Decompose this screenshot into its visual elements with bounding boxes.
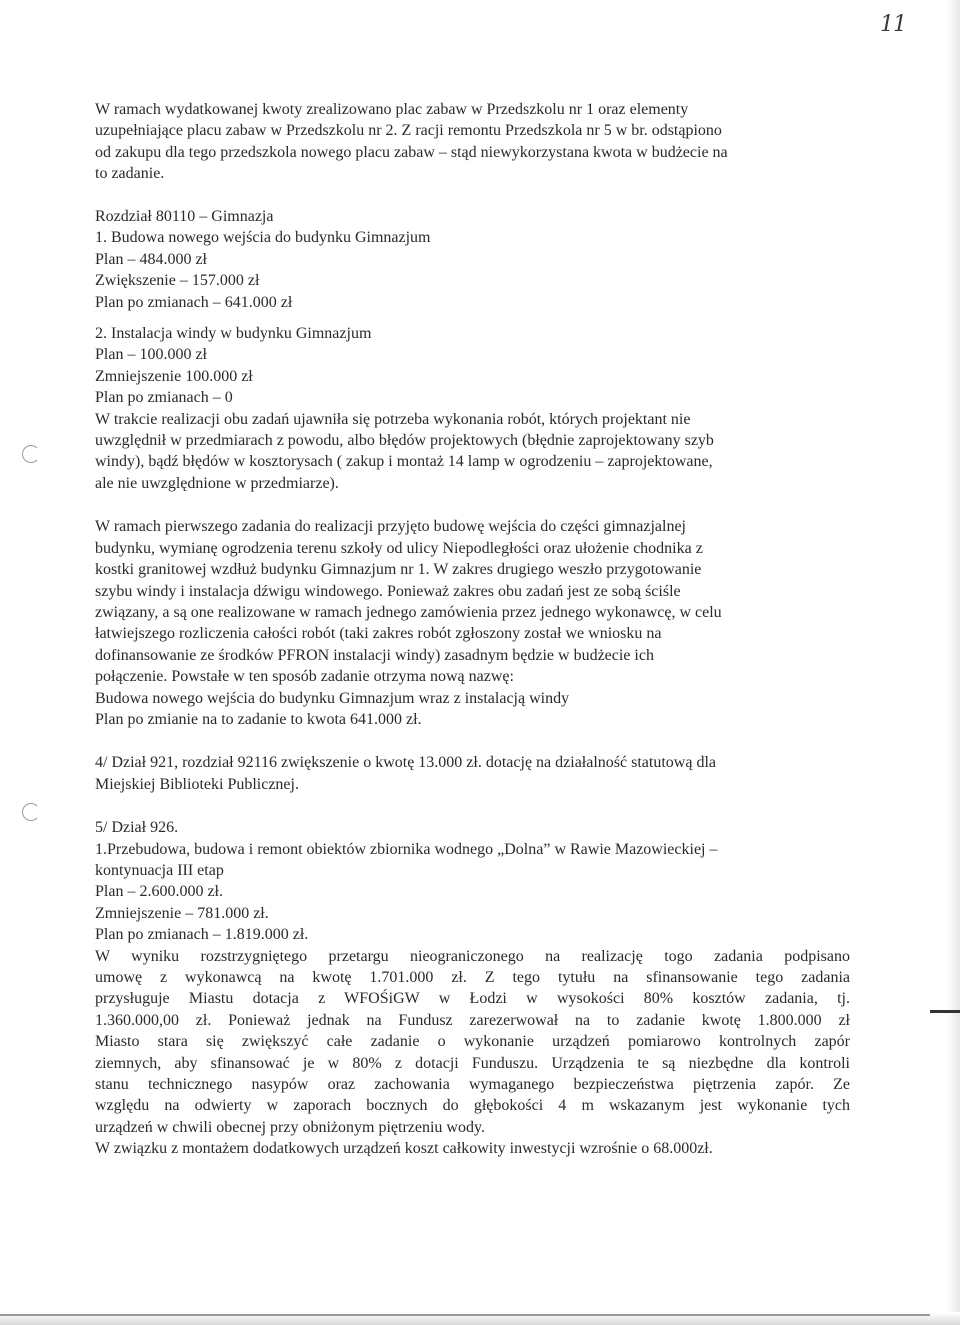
task-title: 1. Budowa nowego wejścia do budynku Gimnazjum bbox=[95, 229, 431, 247]
text-line: W ramach pierwszego zadania do realizacji przyjęto budowę wejścia do części gimnazjalnej bbox=[95, 518, 686, 536]
text-line: W ramach wydatkowanej kwoty zrealizowano plac zabaw w Przedszkolu nr 1 oraz elementy bbox=[95, 101, 689, 118]
plan-value: Plan – 100.000 zł bbox=[95, 346, 207, 364]
task-title: 1.Przebudowa, budowa i remont obiektów zbiornika wodnego „Dolna” w Rawie Mazowieckiej – bbox=[95, 840, 718, 858]
text-line: Miasto stara się zwiększyć całe zadanie o wykonanie urządzeń pomiarowo kontrolnych zapór bbox=[95, 1033, 850, 1051]
text-line: windy), bądź błędów w kosztorysach ( zakup i montaż 14 lamp w ogrodzeniu – zaprojektowane, bbox=[95, 453, 713, 471]
page-number: 11 bbox=[880, 12, 906, 37]
section-gimnazja-task-2 bbox=[95, 323, 850, 494]
punch-hole-mark bbox=[22, 803, 40, 821]
text-line: stanu technicznego nasypów oraz zachowania wymaganego bezpieczeństwa piętrzenia zapór. Ze bbox=[95, 1076, 850, 1094]
text-line: uwzględnił w przedmiarach z powodu, albo błędów projektowych (błędnie zaprojektowany szyb bbox=[95, 432, 714, 450]
text-line: łatwiejszego rozliczenia całości robót (taki zakres robót zgłoszony został we wniosku na bbox=[95, 625, 662, 643]
text-line: urządzeń w chwili obecnej przy obniżonym piętrzeniu wody. bbox=[95, 1118, 485, 1136]
section-gimnazja-task-1 bbox=[95, 206, 850, 313]
text-line: Miejskiej Biblioteki Publicznej. bbox=[95, 775, 299, 793]
spacer bbox=[95, 730, 850, 752]
section-dzial-921 bbox=[95, 752, 850, 795]
text-line: związany, a są one realizowane w ramach jednego zamówienia przez jednego wykonawcę, w celu bbox=[95, 603, 722, 621]
decrease-value: Zmniejszenie – 781.000 zł. bbox=[95, 904, 269, 922]
paragraph-pierwsze-zadanie bbox=[95, 516, 850, 730]
spacer bbox=[95, 795, 850, 817]
task-title-continuation: kontynuacja III etap bbox=[95, 861, 224, 879]
section-dzial-926 bbox=[95, 817, 850, 945]
punch-hole-mark bbox=[22, 445, 40, 463]
new-task-name: Budowa nowego wejścia do budynku Gimnazjum wraz z instalacją windy bbox=[95, 689, 570, 707]
text-line: względu na odwierty w zaporach bocznych do głębokości 4 m wskazanym jest wykonanie tych bbox=[95, 1097, 850, 1115]
scan-margin-mark bbox=[930, 1010, 960, 1013]
spacer bbox=[95, 313, 850, 323]
text-line: budynku, wymianę ogrodzenia terenu szkoły od ulicy Niepodległości oraz ułożenie chodnika z bbox=[95, 539, 703, 557]
text-line: W trakcie realizacji obu zadań ujawniła się potrzeba wykonania robót, których projektant nie bbox=[95, 410, 691, 428]
plan-after-change: Plan po zmianach – 641.000 zł bbox=[95, 293, 293, 311]
text-line: 4/ Dział 921, rozdział 92116 zwiększenie o kwotę 13.000 zł. dotację na działalność statutową dla bbox=[95, 754, 716, 772]
scan-right-edge bbox=[946, 0, 960, 1325]
text-line: uzupełniające placu zabaw w Przedszkolu nr 2. Z racji remontu Przedszkola nr 5 w br. odstąpiono bbox=[95, 122, 722, 140]
plan-after-change: Plan po zmianach – 0 bbox=[95, 389, 233, 407]
spacer bbox=[95, 185, 850, 206]
document-body bbox=[95, 99, 850, 1160]
plan-after-change: Plan po zmianie na to zadanie to kwota 641.000 zł. bbox=[95, 710, 422, 728]
plan-value: Plan – 2.600.000 zł. bbox=[95, 883, 223, 901]
decrease-value: Zmniejszenie 100.000 zł bbox=[95, 367, 253, 385]
text-line: od zakupu dla tego przedszkola nowego placu zabaw – stąd niewykorzystana kwota w budżecie na bbox=[95, 143, 728, 161]
text-line: połączenie. Powstałe w ten sposób zadanie otrzyma nową nazwę: bbox=[95, 668, 514, 686]
text-line: ale nie uwzględnione w przedmiarze). bbox=[95, 474, 339, 492]
plan-value: Plan – 484.000 zł bbox=[95, 250, 207, 268]
paragraph-wynik-przetargu bbox=[95, 946, 850, 1160]
paragraph-przedszkola bbox=[95, 99, 850, 185]
text-line: ziemnych, aby sfinansować je w 80% z dotacji Funduszu. Urządzenia te są niezbędne dla kontroli bbox=[95, 1054, 850, 1072]
text-line: umowę z wykonawcą na kwotę 1.701.000 zł. Z tego tytułu na sfinansowanie tego zadania bbox=[95, 969, 850, 987]
text-line: W wyniku rozstrzygniętego przetargu nieograniczonego na realizację togo zadania podpisano bbox=[95, 947, 850, 965]
text-line: kostki granitowej wzdłuż budynku Gimnazjum nr 1. W zakres drugiego weszło przygotowanie bbox=[95, 561, 702, 579]
text-line: dofinansowanie ze środków PFRON instalacji windy) zasadnym będzie w budżecie ich bbox=[95, 646, 654, 664]
increase-value: Zwiększenie – 157.000 zł bbox=[95, 272, 260, 290]
scan-bottom-line bbox=[0, 1314, 930, 1316]
plan-after-change: Plan po zmianach – 1.819.000 zł. bbox=[95, 926, 309, 944]
text-line: 1.360.000,00 zł. Ponieważ jednak na Fundusz zarezerwował na to zadanie kwotę 1.800.000 zł bbox=[95, 1011, 850, 1029]
task-title: 2. Instalacja windy w budynku Gimnazjum bbox=[95, 325, 372, 343]
section-heading: Rozdział 80110 – Gimnazja bbox=[95, 208, 274, 226]
section-heading: 5/ Dział 926. bbox=[95, 819, 179, 837]
spacer bbox=[95, 494, 850, 516]
text-line: szybu windy i instalacja dźwigu windowego. Ponieważ zakres obu zadań jest ze sobą ściśle bbox=[95, 582, 681, 600]
text-line: to zadanie. bbox=[95, 165, 165, 183]
text-line: W związku z montażem dodatkowych urządzeń koszt całkowity inwestycji wzrośnie o 68.000zł. bbox=[95, 1140, 713, 1158]
text-line: przysługuje Miastu dotacja z WFOŚiGW w Łodzi w wysokości 80% kosztów zadania, tj. bbox=[95, 990, 850, 1008]
